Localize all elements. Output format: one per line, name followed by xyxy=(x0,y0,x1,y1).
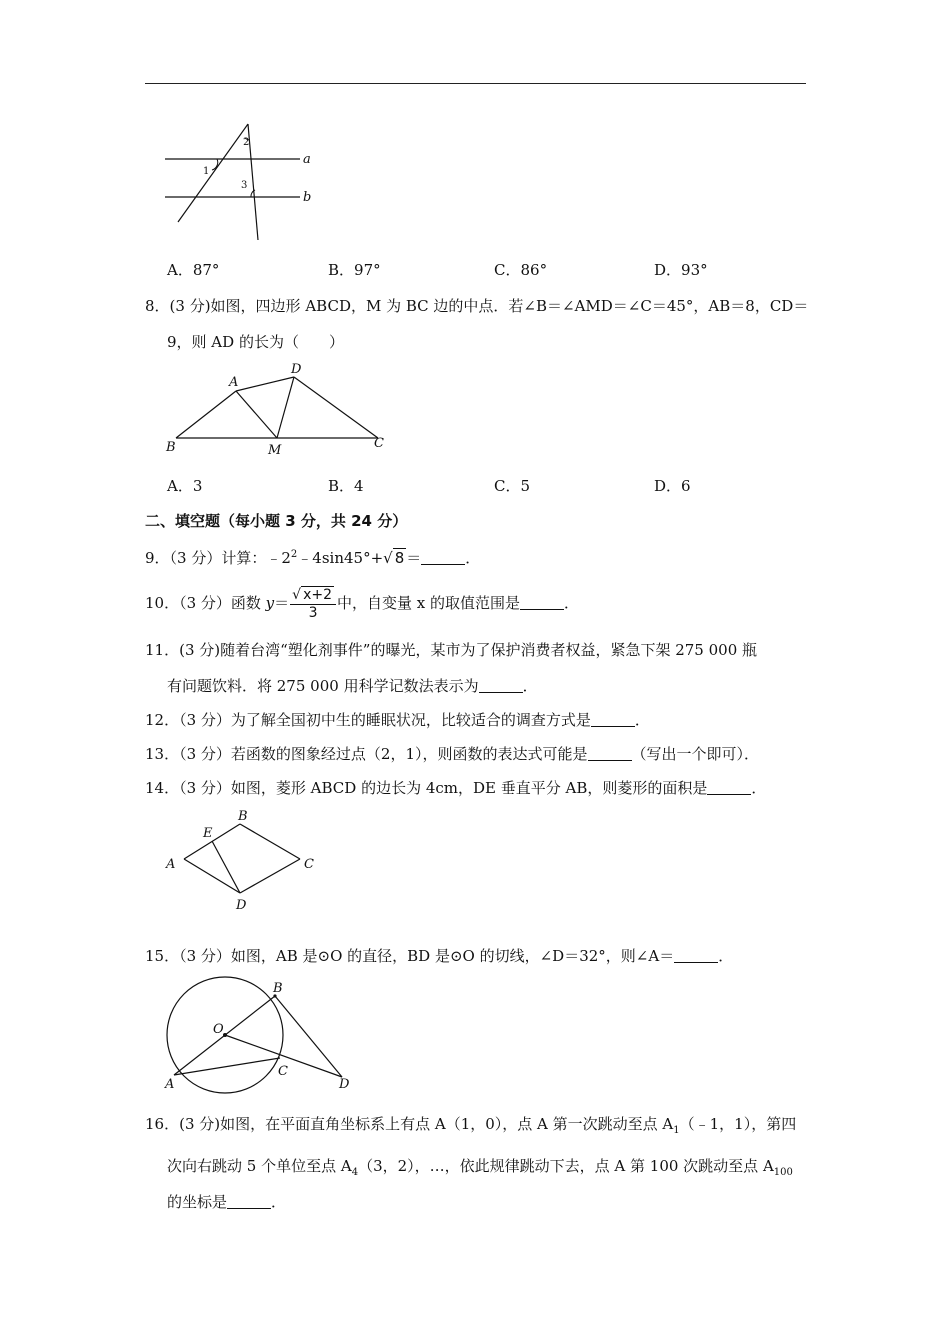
q11-line2-text: 有问题饮料．将 275 000 用科学记数法表示为 xyxy=(167,677,479,695)
q14-label-d: D xyxy=(236,898,247,913)
q10-eq: ＝ xyxy=(274,594,290,612)
q8-option-a[interactable]: A．3 xyxy=(167,477,203,495)
q7-label-b: b xyxy=(303,190,312,205)
q8-text-line2: 9，则 AD 的长为（ ） xyxy=(167,333,344,351)
q9-middle: ﹣4sin45°+ xyxy=(297,549,384,567)
q14-label-e: E xyxy=(203,826,213,841)
q16-line2-sub2: 100 xyxy=(773,1167,793,1178)
sqrt-icon: √ xyxy=(292,586,302,603)
q10-numerator: x+2 xyxy=(303,586,333,603)
q16-text-line1 xyxy=(145,1114,796,1141)
q10-text xyxy=(145,585,579,621)
q16-period: ． xyxy=(271,1193,287,1211)
section-fill-in-title: 二、填空题（每小题 3 分，共 24 分） xyxy=(145,512,408,530)
q8-text-line1: 8．(3 分)如图，四边形 ABCD，M 为 BC 边的中点．若∠B＝∠AMD＝∠C＝45°，AB＝8，CD＝ xyxy=(145,297,809,315)
q15-question: 15．（3 分）如图，AB 是⊙O 的直径，BD 是⊙O 的切线，∠D＝32°，则∠A＝ xyxy=(145,947,675,965)
q16-answer-blank[interactable] xyxy=(227,1194,271,1209)
q9-period: ． xyxy=(465,549,481,567)
q9-exponent: 2 xyxy=(290,549,298,560)
q15-label-b: B xyxy=(273,981,283,996)
header-rule xyxy=(145,83,806,84)
q10-answer-blank[interactable] xyxy=(520,595,564,610)
q8-label-b: B xyxy=(166,440,176,455)
q12-question: 12．（3 分）为了解全国初中生的睡眠状况，比较适合的调查方式是 xyxy=(145,711,591,729)
q11-text-line2 xyxy=(167,676,538,696)
q7-option-b[interactable]: B．97° xyxy=(328,261,381,279)
q14-figure xyxy=(160,805,330,915)
q9-suffix: ＝ xyxy=(406,549,422,567)
q15-figure xyxy=(160,975,360,1095)
q15-text xyxy=(145,946,733,966)
q16-line1-sub: 1 xyxy=(673,1125,680,1136)
q13-answer-blank[interactable] xyxy=(588,746,632,761)
q10-prefix: 10．（3 分）函数 xyxy=(145,594,266,612)
q7-label-angle1: 1 xyxy=(203,166,210,177)
q11-text-line1: 11．(3 分)随着台湾“塑化剂事件”的曝光，某市为了保护消费者权益，紧急下架 275 000 瓶 xyxy=(145,641,758,659)
q8-option-c[interactable]: C．5 xyxy=(494,477,531,495)
q9-text xyxy=(145,545,480,568)
q15-label-d: D xyxy=(339,1077,350,1092)
q8-option-b[interactable]: B．4 xyxy=(328,477,364,495)
q12-period: ． xyxy=(634,711,650,729)
q10-fraction xyxy=(290,587,336,622)
q13-prefix: 13．（3 分）若函数的图象经过点（2，1），则函数的表达式可能是 xyxy=(145,745,588,763)
q7-figure xyxy=(160,120,320,245)
q16-line3-text: 的坐标是 xyxy=(167,1193,228,1211)
q16-line1-a: 16．(3 分)如图，在平面直角坐标系上有点 A（1，0），点 A 第一次跳动至点 A xyxy=(145,1115,674,1133)
q14-question: 14．（3 分）如图，菱形 ABCD 的边长为 4cm，DE 垂直平分 AB，则菱形的面积是 xyxy=(145,779,708,797)
q9-radicand: 8 xyxy=(394,549,405,567)
sqrt-icon: √ xyxy=(383,549,393,567)
q10-denominator: 3 xyxy=(308,604,318,621)
q8-label-a: A xyxy=(229,375,239,390)
q13-text xyxy=(145,744,759,764)
q10-suffix: 中，自变量 x 的取值范围是 xyxy=(337,594,521,612)
q7-option-c[interactable]: C．86° xyxy=(494,261,548,279)
q11-period: ． xyxy=(522,677,538,695)
q10-period: ． xyxy=(564,594,580,612)
q15-period: ． xyxy=(718,947,734,965)
q14-period: ． xyxy=(751,779,767,797)
q9-prefix: 9．（3 分）计算：﹣2 xyxy=(145,549,291,567)
q8-label-m: M xyxy=(268,443,282,458)
q8-option-d[interactable]: D．6 xyxy=(654,477,691,495)
q8-label-d: D xyxy=(291,362,302,377)
q10-var: y xyxy=(265,594,275,612)
q16-line2-b: （3，2），…，依此规律跳动下去，点 A 第 100 次跳动至点 A xyxy=(358,1157,774,1175)
q16-text-line2 xyxy=(167,1156,793,1183)
q7-label-angle3: 3 xyxy=(241,180,248,191)
q7-label-angle2: 2 xyxy=(243,137,250,148)
q15-answer-blank[interactable] xyxy=(674,948,718,963)
q16-text-line3 xyxy=(167,1192,286,1212)
q8-figure xyxy=(160,358,390,458)
q7-option-d[interactable]: D．93° xyxy=(654,261,708,279)
q8-label-c: C xyxy=(374,436,384,451)
q7-label-a: a xyxy=(303,152,311,167)
q9-answer-blank[interactable] xyxy=(421,550,465,565)
q13-suffix: （写出一个即可）． xyxy=(631,745,760,763)
q14-label-c: C xyxy=(304,857,314,872)
q15-label-o: O xyxy=(213,1022,224,1037)
q14-answer-blank[interactable] xyxy=(707,780,751,795)
q16-line1-b: （﹣1，1），第四 xyxy=(679,1115,797,1133)
q15-label-a: A xyxy=(165,1077,175,1092)
q15-label-c: C xyxy=(278,1064,288,1079)
q16-line2-a: 次向右跳动 5 个单位至点 A xyxy=(167,1157,352,1175)
q14-label-b: B xyxy=(238,809,248,824)
q11-answer-blank[interactable] xyxy=(479,678,523,693)
q7-option-a[interactable]: A．87° xyxy=(167,261,220,279)
q12-text xyxy=(145,710,650,730)
q14-label-a: A xyxy=(166,857,176,872)
q12-answer-blank[interactable] xyxy=(591,712,635,727)
q14-text xyxy=(145,778,766,798)
q16-line2-sub: 4 xyxy=(351,1167,359,1178)
